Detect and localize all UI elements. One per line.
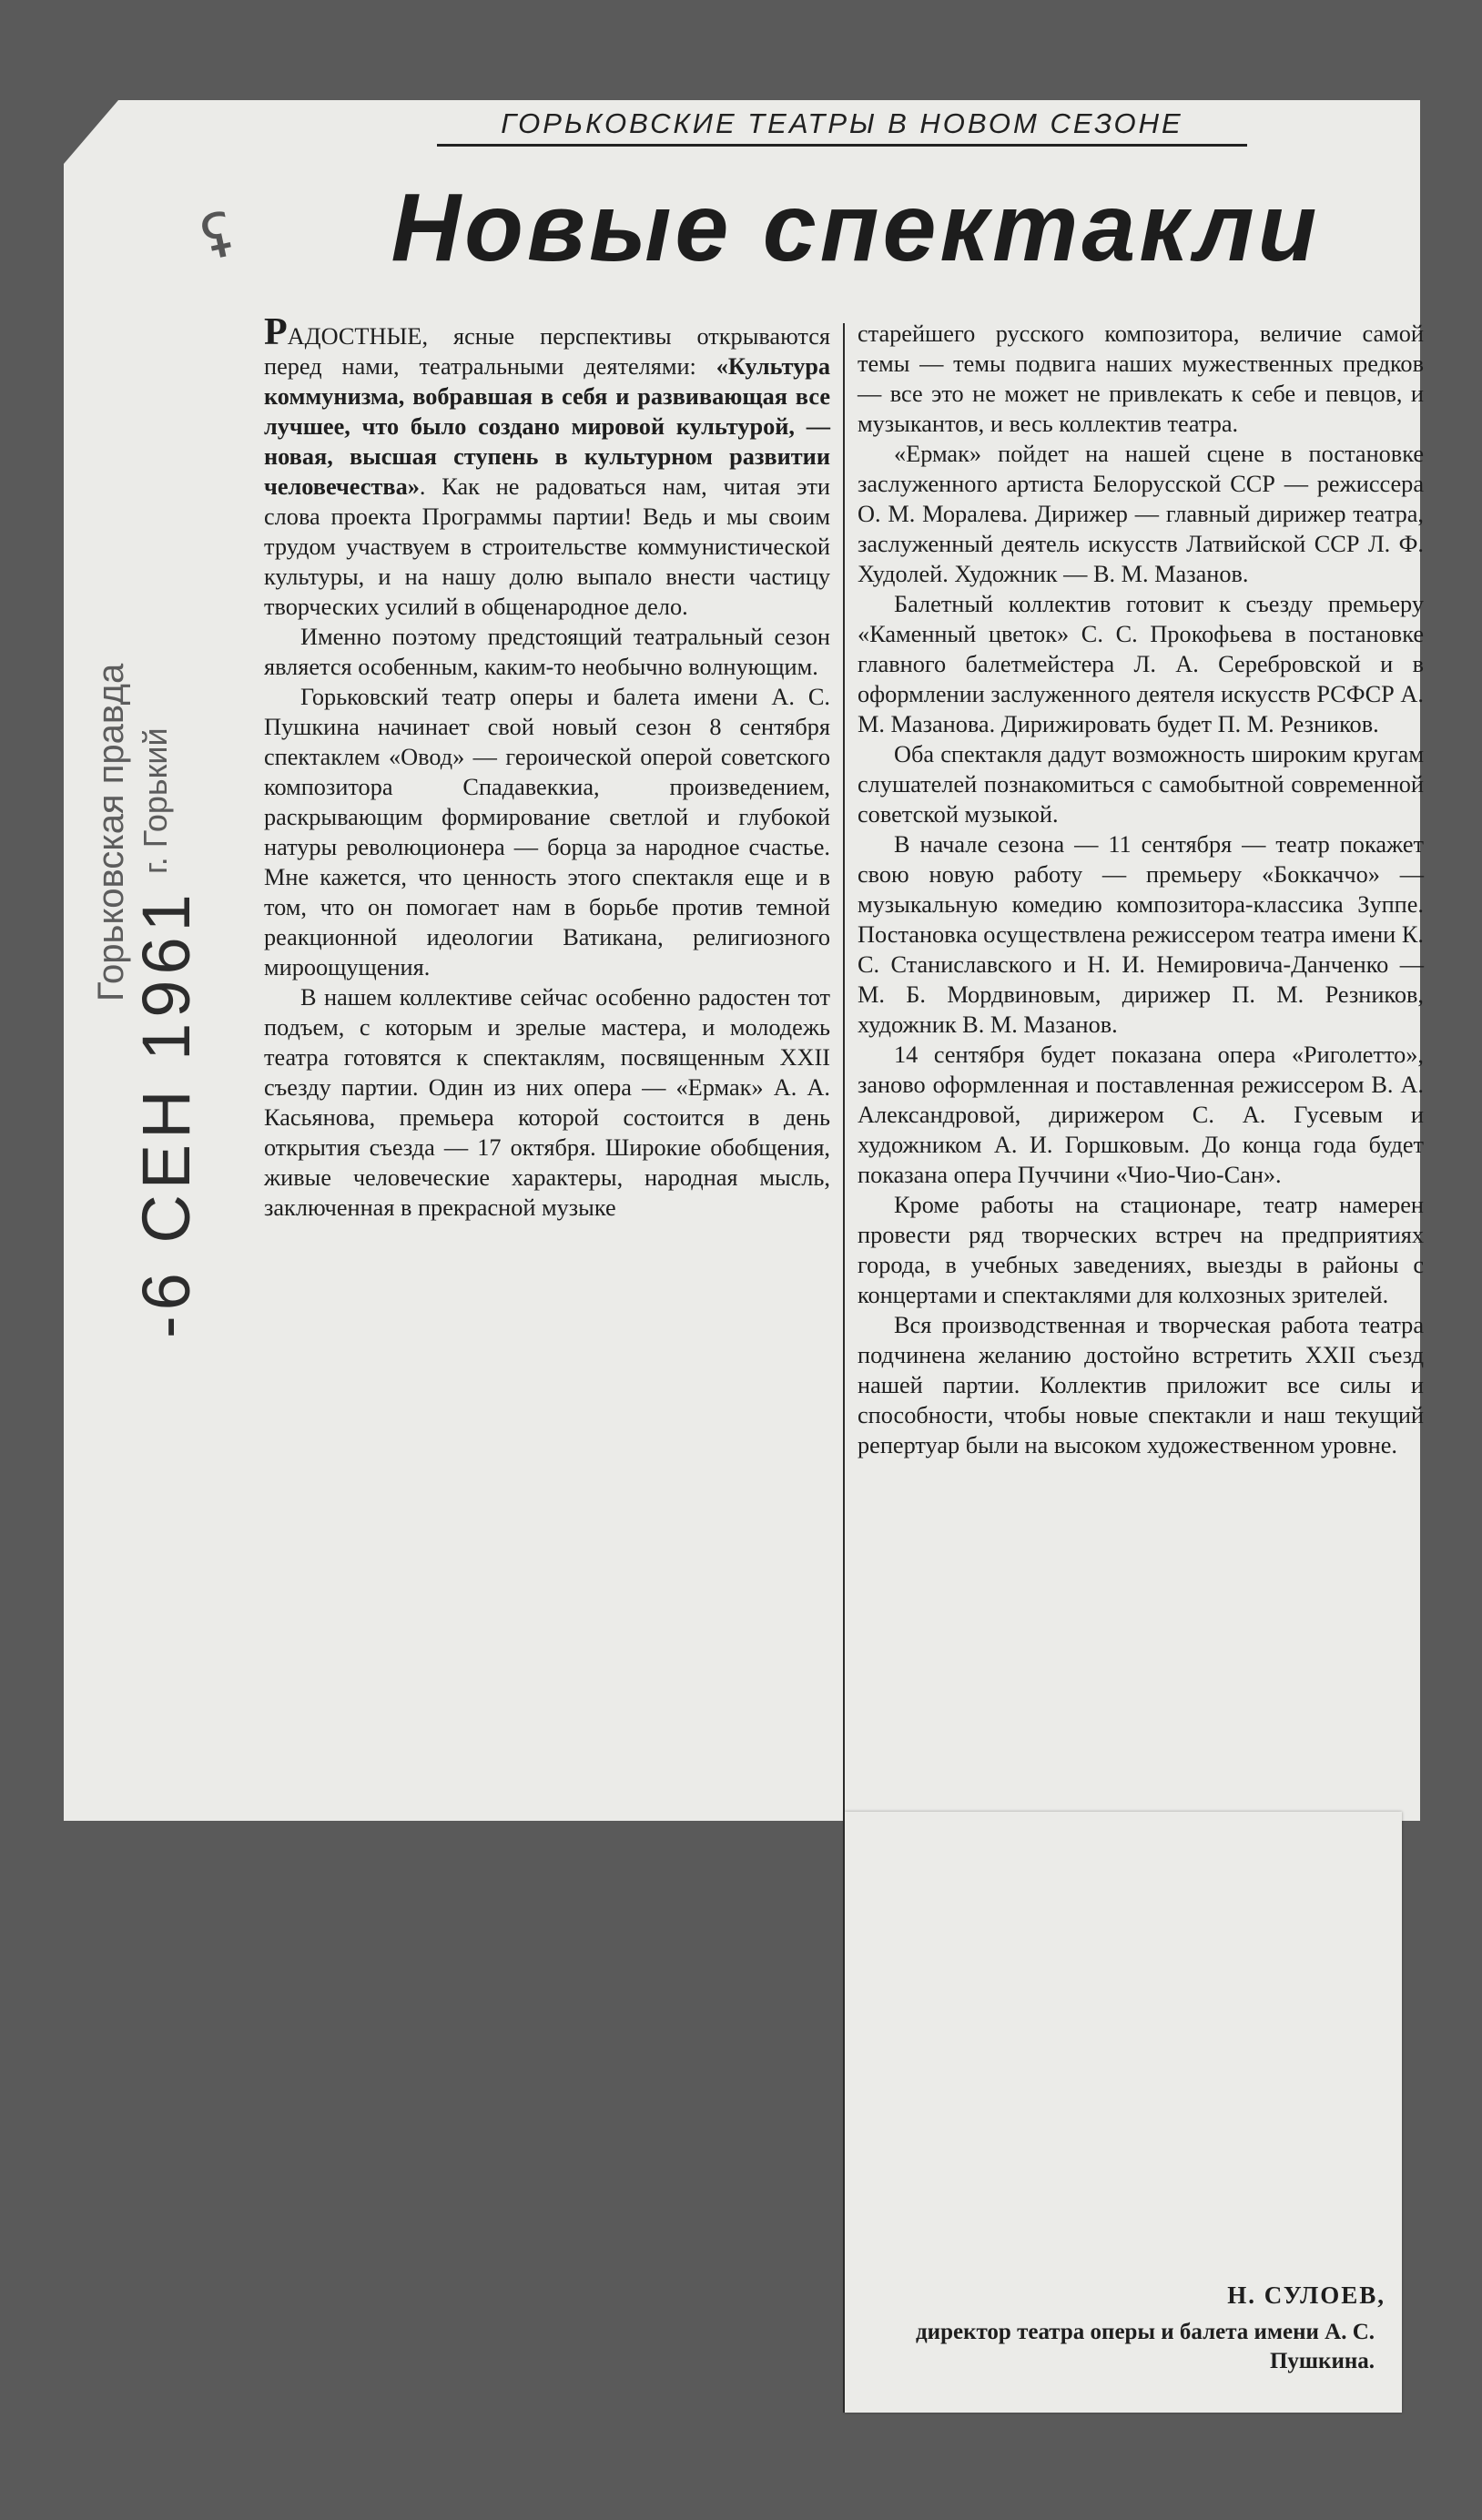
newspaper-name-stamp: Горьковская правда [91, 663, 131, 1001]
article-column-right [858, 319, 1424, 1460]
paragraph-11: Вся производственная и творческая работа театра подчинена желанию достойно встретить XXII съезд нашей партии. Коллектив приложит все силы и способности, чтобы новые спектакли и наш текущий репертуар были на высоком художественном уровне. [858, 1312, 1424, 1458]
newspaper-city-stamp: г. Горький [137, 727, 174, 874]
paragraph-8: В начале сезона — 11 сентября — театр покажет свою новую работу — премьеру «Боккаччо» — музыкальную комедию композитора-классика Зуппе. Постановка осуществлена режиссером театра имени К. С. Станиславского и Н. И. Немировича-Данченко — М. Б. Мордвиновым, дирижер П. М. Резников, художник В. М. Мазанов. [858, 831, 1424, 1038]
article-headline: Новые спектакли [391, 174, 1321, 281]
paragraph-6: Балетный коллектив готовит к съезду премьеру «Каменный цветок» С. С. Прокофьева в постановке главного балетмейстера Л. А. Серебровской и в оформлении заслуженного деятеля искусств РСФСР А. М. Мазанова. Дирижировать будет П. М. Резников. [858, 591, 1424, 737]
paragraph-10: Кроме работы на стационаре, театр намерен провести ряд творческих встреч на предприятиях города, в учебных заведениях, выезды в районы с концертами и спектаклями для колхозных зрителей. [858, 1192, 1424, 1308]
article-column-left [264, 311, 830, 1223]
program-quote: «Культура коммунизма, вобравшая в себя и развивающая все лучшее, что было создано мировой культурой, — новая, высшая ступень в культурном развитии человечества» [264, 353, 830, 500]
column-divider [843, 323, 845, 2413]
paragraph-4-start: В нашем коллективе сейчас особенно радостен тот подъем, с которым и зрелые мастера, и молодежь театра готовятся к спектаклям, посвященным XXII съезду партии. Один из них опера — «Ермак» А. А. Касьянова, премьера которой состоится в день открытия съезда — 17 октября. Широкие обобщения, живые человеческие характеры, народная мысль, заключенная в прекрасной музыке [264, 984, 830, 1221]
rubric-heading: ГОРЬКОВСКИЕ ТЕАТРЫ В НОВОМ СЕЗОНЕ [437, 107, 1247, 147]
paragraph-9: 14 сентября будет показана опера «Риголетто», заново оформленная и поставленная режиссером В. А. Александровой, дирижером С. А. Гусевым и художником А. И. Горшковым. До конца года будет показана опера Пуччини «Чио-Чио-Сан». [858, 1042, 1424, 1188]
author-name: Н. СУЛОЕВ, [1227, 2281, 1386, 2309]
drop-cap: Р [264, 311, 288, 353]
author-title: директор театра оперы и балета имени А. С. Пушкина. [916, 2320, 1375, 2373]
paragraph-7: Оба спектакля дадут возможность широким кругам слушателей познакомиться с самобытной современной советской музыкой. [858, 741, 1424, 828]
paragraph-1: РАДОСТНЫЕ, ясные перспективы открываются перед нами, театральными деятелями: «Культура коммунизма, вобравшая в себя и развивающая все лучшее, что было создано мировой культурой, — новая, высшая ступень в культурном развитии человечества». Как не радоваться нам, читая эти слова проекта Программы партии! Ведь и мы своим трудом участвуем в строительстве коммунистической культуры, и на нашу долю выпало внести частицу творческих усилий в общенародное дело. [264, 311, 830, 620]
paragraph-4-end: старейшего русского композитора, величие самой темы — темы подвига наших мужественных предков — все это не может не привлекать к себе и певцов, и музыкантов, и весь коллектив театра. [858, 320, 1424, 437]
handwritten-mark: ʢ [195, 199, 240, 275]
paragraph-5: «Ермак» пойдет на нашей сцене в постановке заслуженного артиста Белорусской ССР — режиссера О. М. Моралева. Дирижер — главный дирижер театра, заслуженный деятель искусств Латвийской ССР Л. Ф. Худолей. Художник — В. М. Мазанов. [858, 441, 1424, 587]
paragraph-2: Именно поэтому предстоящий театральный сезон является особенным, каким-то необычно волнующим. [264, 624, 830, 680]
date-stamp: -6 СЕН 1961 [128, 889, 204, 1338]
paragraph-3: Горьковский театр оперы и балета имени А. С. Пушкина начинает свой новый сезон 8 сентября спектаклем «Овод» — героической оперой советского композитора Спадавеккиа, произведением, раскрывающим формирование светлой и глубокой натуры революционера — борца за народное счастье. Мне кажется, что ценность этого спектакля еще и в том, что он помогает нам в борьбе против темной реакционной идеологии Ватикана, религиозного мироощущения. [264, 684, 830, 981]
